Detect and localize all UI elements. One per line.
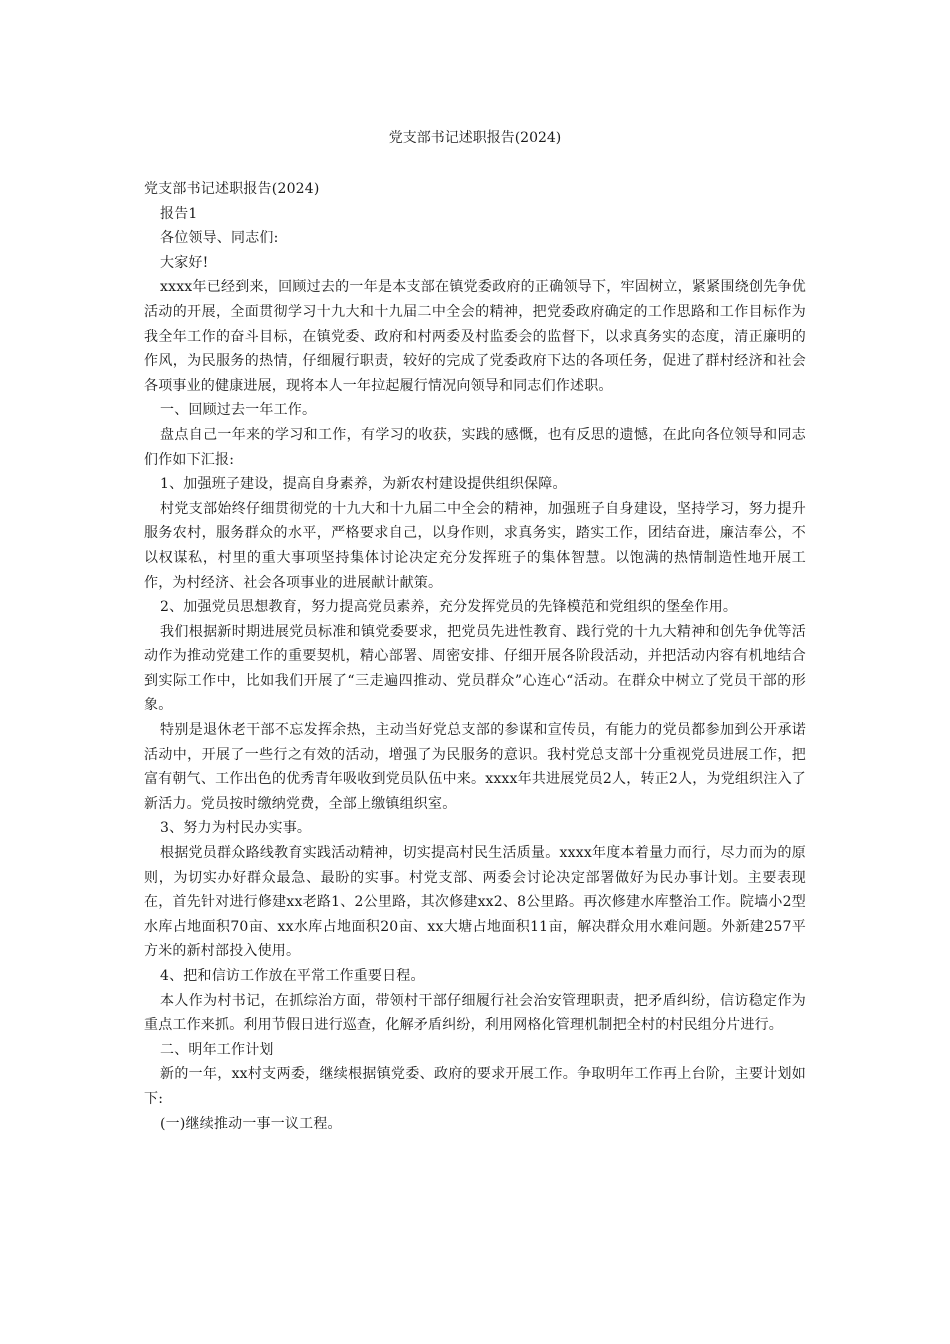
- document-paragraph: 2、加强党员思想教育，努力提高党员素养，充分发挥党员的先锋模范和党组织的堡垒作用。: [160, 599, 738, 616]
- document-paragraph: 本人作为村书记，在抓综治方面，带领村干部仔细履行社会治安管理职责，把矛盾纠纷，信访稳定作为重点工作来抓。利用节假日进行巡查，化解矛盾纠纷，利用网格化管理机制把全村的村民组分片进行。: [144, 992, 806, 1034]
- document-paragraph: 一、回顾过去一年工作。: [160, 402, 317, 419]
- document-paragraph: 二、明年工作计划: [160, 1041, 274, 1058]
- document-paragraph: 我们根据新时期进展党员标准和镇党委要求，把党员先进性教育、践行党的十九大精神和创先争优等活动作为推动党建工作的重要契机，精心部署、周密安排、仔细开展各阶段活动，并把活动内容有机地结合到实际工作中，比如我们开展了“三走遍四推动、党员群众”心连心“活动。在群众中树立了党员干部的形象。: [144, 623, 806, 714]
- document-paragraph: 报告1: [160, 205, 198, 222]
- document-paragraph: (一)继续推动一事一议工程。: [160, 1115, 342, 1132]
- document-paragraph: 各位领导、同志们:: [160, 230, 279, 247]
- document-paragraph: 4、把和信访工作放在平常工作重要日程。: [160, 968, 425, 984]
- document-body: [144, 177, 806, 1136]
- document-paragraph: 盘点自己一年来的学习和工作，有学习的收获，实践的感慨，也有反思的遗憾，在此向各位领导和同志们作如下汇报:: [144, 426, 806, 468]
- document-paragraph: 特别是退休老干部不忘发挥余热，主动当好党总支部的参谋和宣传员，有能力的党员都参加到公开承诺活动中，开展了一些行之有效的活动，增强了为民服务的意识。我村党总支部十分重视党员进展工作，把富有朝气、工作出色的优秀青年吸收到党员队伍中来。xxxx年共进展党员2人，转正2人，为党组织注入了新活力。党员按时缴纳党费，全部上缴镇组织室。: [144, 722, 806, 812]
- document-paragraph: 大家好!: [160, 254, 209, 271]
- document-title: 党支部书记述职报告(2024): [388, 130, 562, 146]
- document-paragraph: 党支部书记述职报告(2024): [144, 181, 320, 197]
- document-paragraph: 1、加强班子建设，提高自身素养，为新农村建设提供组织保障。: [160, 476, 567, 493]
- document-paragraph: 根据党员群众路线教育实践活动精神，切实提高村民生活质量。xxxx年度本着量力而行，尽力而为的原则，为切实办好群众最急、最盼的实事。村党支部、两委会讨论决定部署做好为民办事计划。主要表现在，首先针对进行修建xx老路1、2公里路，其次修建xx2、8公里路。再次修建水库整治工作。院墙小2型水库占地面积70亩、xx水库占地面积20亩、xx大塘占地面积11亩，解决群众用水难问题。外新建257平方米的新村部投入使用。: [144, 845, 806, 960]
- document-paragraph: xxxx年已经到来，回顾过去的一年是本支部在镇党委政府的正确领导下，牢固树立，紧紧围绕创先争优活动的开展，全面贯彻学习十九大和十九届二中全会的精神，把党委政府确定的工作思路和工作目标作为我全年工作的奋斗目标，在镇党委、政府和村两委及村监委会的监督下，以求真务实的态度，清正廉明的作风，为民服务的热情，仔细履行职责，较好的完成了党委政府下达的各项任务，促进了群村经济和社会各项事业的健康进展，现将本人一年拉起履行情况向领导和同志们作述职。: [144, 279, 806, 394]
- document-paragraph: 3、努力为村民办实事。: [160, 820, 312, 837]
- document-paragraph: 新的一年，xx村支两委，继续根据镇党委、政府的要求开展工作。争取明年工作再上台阶，主要计划如下:: [144, 1066, 806, 1107]
- document-paragraph: 村党支部始终仔细贯彻党的十九大和十九届二中全会的精神，加强班子自身建设，坚持学习，努力提升服务农村，服务群众的水平，严格要求自己，以身作则，求真务实，踏实工作，团结奋进，廉洁奉公，不以权谋私，村里的重大事项坚持集体讨论决定充分发挥班子的集体智慧。以饱满的热情制造性地开展工作，为村经济、社会各项事业的进展献计献策。: [144, 500, 806, 591]
